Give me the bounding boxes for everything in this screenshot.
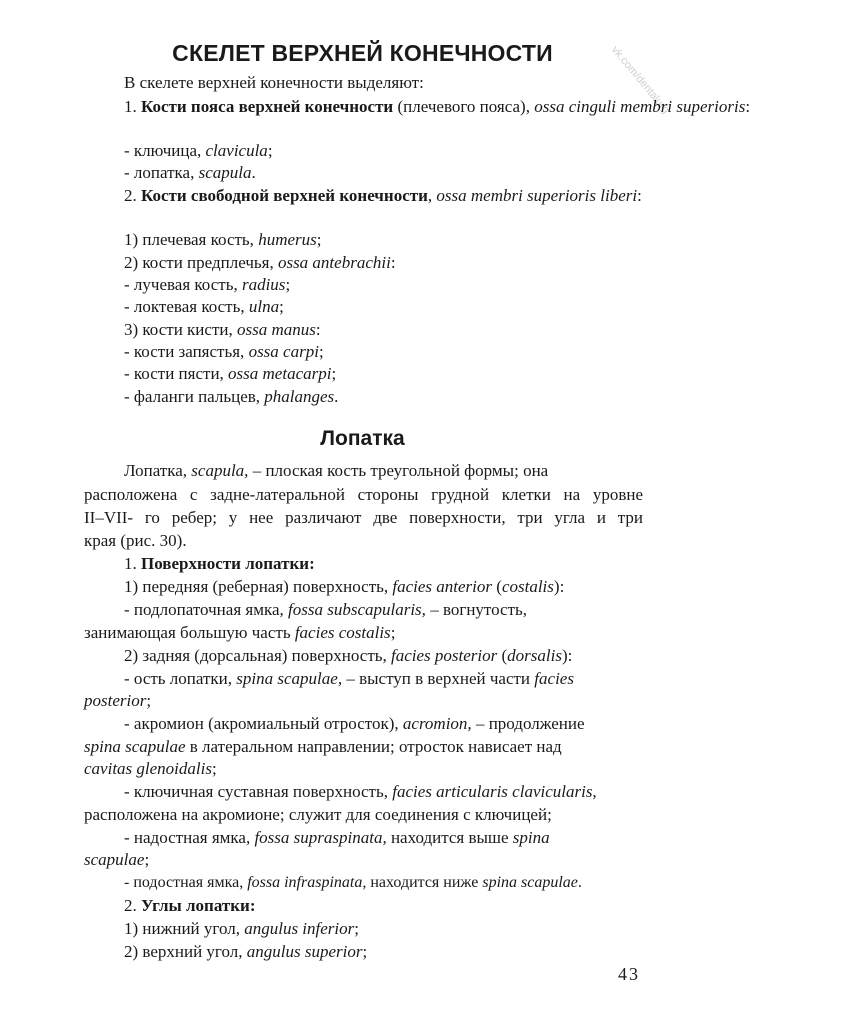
girdle-heading: 1. Кости пояса верхней конечности (плечевого пояса), ossa cinguli membri superioris: xyxy=(124,97,751,116)
list-item: 1) нижний угол, angulus inferior; xyxy=(124,919,359,938)
paragraph-line: - подлопаточная ямка, fossa subscapularis, – вогнутость, xyxy=(124,600,528,619)
list-item: - ключица, clavicula; xyxy=(124,141,273,160)
paragraph-line: - ость лопатки, spina scapulae, – выступ в верхней части facies xyxy=(124,669,574,688)
paragraph-line: 2) задняя (дорсальная) поверхность, facies posterior (dorsalis): xyxy=(124,646,573,665)
paragraph-line: spina scapulae в латеральном направлении; отросток нависает над xyxy=(84,737,562,756)
list-item: 2) кости предплечья, ossa antebrachii: xyxy=(124,253,396,272)
section-title: Лопатка xyxy=(320,427,405,450)
angles-heading: 2. Углы лопатки: xyxy=(124,896,256,915)
list-item: - кости пясти, ossa metacarpi; xyxy=(124,364,337,383)
paragraph-line: - надостная ямка, fossa supraspinata, находится выше spina xyxy=(124,828,550,847)
page-title: СКЕЛЕТ ВЕРХНЕЙ КОНЕЧНОСТИ xyxy=(172,40,553,66)
paragraph-line: 1) передняя (реберная) поверхность, facies anterior (costalis): xyxy=(124,577,565,596)
paragraph-line: - акромион (акромиальный отросток), acromion, – продолжение xyxy=(124,714,585,733)
surfaces-heading: 1. Поверхности лопатки: xyxy=(124,554,315,573)
paragraph-line: cavitas glenoidalis; xyxy=(84,759,217,778)
paragraph-line: - подостная ямка, fossa infraspinata, находится ниже spina scapulae. xyxy=(124,874,582,891)
paragraph-line: posterior; xyxy=(84,691,152,710)
paragraph-line: края (рис. 30). xyxy=(84,531,187,550)
list-item: - лучевая кость, radius; xyxy=(124,275,291,294)
intro-line: В скелете верхней конечности выделяют: xyxy=(124,73,424,92)
paragraph-line: scapulae; xyxy=(84,850,150,869)
paragraph-line: расположена на акромионе; служит для соединения с ключицей; xyxy=(84,805,552,824)
list-item: 1) плечевая кость, humerus; xyxy=(124,230,322,249)
list-item: 3) кости кисти, ossa manus: xyxy=(124,320,321,339)
paragraph-line: - ключичная суставная поверхность, facies articularis clavicularis, xyxy=(124,782,597,801)
paragraph-line: II–VII- го ребер; у нее различают две поверхности, три угла и три xyxy=(84,508,643,527)
watermark: vk.com/dentalurg xyxy=(608,44,672,116)
list-item: - кости запястья, ossa carpi; xyxy=(124,342,324,361)
list-item: 2) верхний угол, angulus superior; xyxy=(124,942,368,961)
list-item: - лопатка, scapula. xyxy=(124,163,256,182)
paragraph-line: расположена с задне-латеральной стороны грудной клетки на уровне xyxy=(84,485,643,504)
page-number: 43 xyxy=(618,964,640,984)
list-item: - фаланги пальцев, phalanges. xyxy=(124,387,339,406)
paragraph-line: занимающая большую часть facies costalis; xyxy=(84,623,396,642)
paragraph-line: Лопатка, scapula, – плоская кость треугольной формы; она xyxy=(124,461,549,480)
list-item: - локтевая кость, ulna; xyxy=(124,297,284,316)
free-limb-heading: 2. Кости свободной верхней конечности, ossa membri superioris liberi: xyxy=(124,186,642,205)
